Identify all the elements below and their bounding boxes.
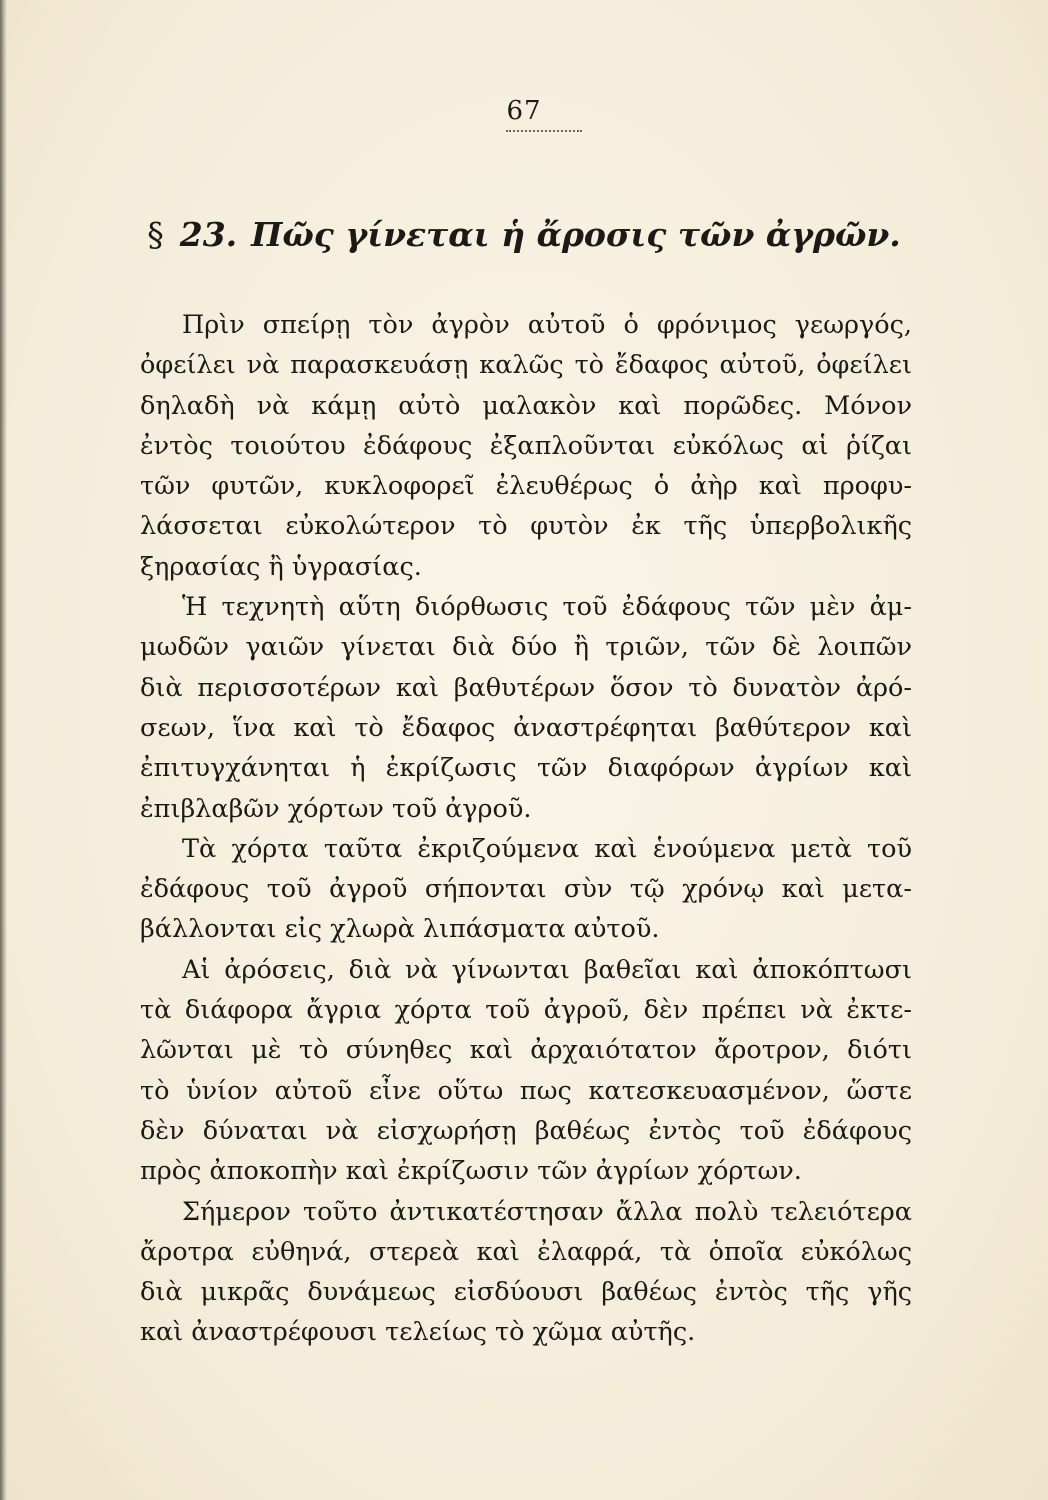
text-line: ξηρασίας ἢ ὑγρασίας. [140,551,422,582]
section-symbol: § [147,215,164,254]
text-line: ἐντὸς τοιούτου ἐδάφους ἐξαπλοῦνται εὐκόλως αἱ ῥίζαι [140,430,912,461]
section-title: Πῶς γίνεται ἡ ἄροσις τῶν ἀγρῶν. [251,215,901,254]
body-text [140,305,912,1353]
text-line: Πρὶν σπείρῃ τὸν ἀγρὸν αὐτοῦ ὁ φρόνιμος γεωργός, [182,310,912,340]
text-line: Αἱ ἀρόσεις, διὰ νὰ γίνωνται βαθεῖαι καὶ ἀποκόπτωσι [182,954,912,985]
page-number-ornament [506,130,582,132]
page-number: 67 [506,96,542,126]
text-line: τὰ διάφορα ἄγρια χόρτα τοῦ ἀγροῦ, δὲν πρέπει νὰ ἐκτε- [140,995,912,1026]
text-line: βάλλονται εἰς χλωρὰ λιπάσματα αὐτοῦ. [140,914,660,945]
text-line: Τὰ χόρτα ταῦτα ἐκριζούμενα καὶ ἑνούμενα μετὰ τοῦ [182,833,912,864]
text-line: ἐδάφους τοῦ ἀγροῦ σήπονται σὺν τῷ χρόνῳ καὶ μετα- [140,874,912,905]
text-line: λάσσεται εὐκολώτερον τὸ φυτὸν ἐκ τῆς ὑπερβολικῆς [140,511,912,542]
section-heading [0,215,1048,254]
text-line: ἐπιτυγχάνηται ἡ ἐκρίζωσις τῶν διαφόρων ἀγρίων καὶ [140,753,912,784]
text-line: ὀφείλει νὰ παρασκευάσῃ καλῶς τὸ ἔδαφος αὐτοῦ, ὀφείλει [140,350,912,381]
text-line: διὰ μικρᾶς δυνάμεως εἰσδύουσι βαθέως ἐντὸς τῆς γῆς [140,1277,912,1308]
text-line: διὰ περισσοτέρων καὶ βαθυτέρων ὅσον τὸ δυνατὸν ἀρό- [140,672,912,703]
text-line: ἄροτρα εὐθηνά, στερεὰ καὶ ἐλαφρά, τὰ ὁποῖα εὐκόλως [140,1236,912,1267]
text-line: σεων, ἵνα καὶ τὸ ἔδαφος ἀναστρέφηται βαθύτερον καὶ [140,712,912,743]
text-line: μωδῶν γαιῶν γίνεται διὰ δύο ἢ τριῶν, τῶν δὲ λοιπῶν [140,632,912,663]
text-line: δὲν δύναται νὰ εἰσχωρήσῃ βαθέως ἐντὸς τοῦ ἐδάφους [140,1115,912,1146]
text-line: δηλαδὴ νὰ κάμῃ αὐτὸ μαλακὸν καὶ πορῶδες. Μόνον [140,390,912,421]
text-line: ἐπιβλαβῶν χόρτων τοῦ ἀγροῦ. [140,793,532,824]
section-number: 23. [179,215,238,254]
text-line: καὶ ἀναστρέφουσι τελείως τὸ χῶμα αὐτῆς. [140,1317,696,1348]
text-line: πρὸς ἀποκοπὴν καὶ ἐκρίζωσιν τῶν ἀγρίων χόρτων. [140,1156,802,1187]
text-line: λῶνται μὲ τὸ σύνηθες καὶ ἀρχαιότατον ἄροτρον, διότι [140,1035,912,1066]
text-line: Σήμερον τοῦτο ἀντικατέστησαν ἄλλα πολὺ τελειότερα [182,1196,912,1227]
text-line: Ἡ τεχνητὴ αὕτη διόρθωσις τοῦ ἐδάφους τῶν μὲν ἀμ- [182,592,912,623]
text-line: τῶν φυτῶν, κυκλοφορεῖ ἐλευθέρως ὁ ἀὴρ καὶ προφυ- [140,471,912,502]
text-line: τὸ ὑνίον αὐτοῦ εἶνε οὕτω πως κατεσκευασμένον, ὥστε [140,1075,912,1106]
